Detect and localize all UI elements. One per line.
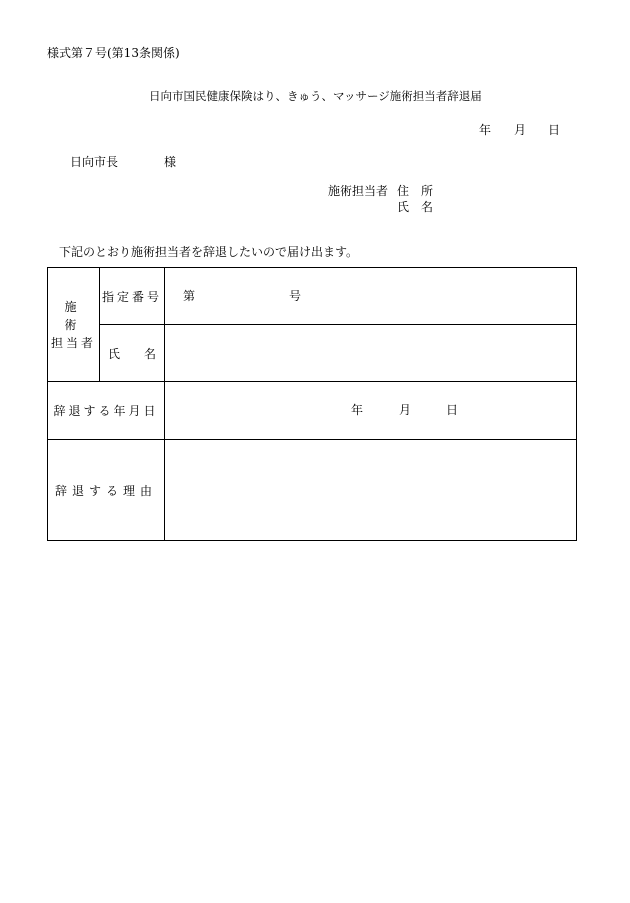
date-year: 年	[479, 123, 492, 137]
designation-label-cell	[100, 268, 165, 325]
name-label-cell	[100, 325, 165, 382]
designation-suffix: 号	[289, 289, 302, 303]
withdraw-date-label: 辞退する年月日	[53, 404, 159, 418]
addressee-name: 日向市長	[70, 155, 119, 169]
name-value-cell[interactable]	[165, 325, 577, 382]
reason-label-cell	[48, 440, 165, 541]
statement-text: 下記のとおり施術担当者を辞退したいので届け出ます。	[59, 245, 359, 259]
date-month: 月	[514, 123, 527, 137]
group-label-cell	[48, 268, 100, 382]
designation-value-cell[interactable]	[165, 268, 577, 325]
withdraw-date-label-cell	[48, 382, 165, 440]
addressee-honorific: 様	[164, 155, 177, 169]
withdraw-date-day: 日	[446, 403, 459, 417]
group-label-line1: 施 術	[64, 299, 101, 332]
designation-prefix: 第	[183, 289, 196, 303]
designation-label: 指定番号	[101, 289, 162, 304]
date-day: 日	[548, 123, 561, 137]
form-number: 様式第７号(第13条関係)	[47, 46, 180, 60]
document-title: 日向市国民健康保険はり、きゅう、マッサージ施術担当者辞退届	[149, 89, 482, 103]
applicant-role-label: 施術担当者	[328, 184, 389, 198]
applicant-address-label: 住 所	[397, 184, 434, 198]
withdrawal-form-table	[47, 267, 577, 541]
withdraw-date-year: 年	[351, 403, 364, 417]
withdraw-date-value-cell[interactable]	[165, 382, 577, 440]
withdraw-date-month: 月	[399, 403, 412, 417]
reason-value-cell[interactable]	[165, 440, 577, 541]
group-label-line2: 担当者	[50, 335, 96, 350]
applicant-name-label: 氏 名	[397, 200, 434, 214]
name-label: 氏 名	[107, 346, 156, 361]
reason-label: 辞退する理由	[54, 483, 157, 498]
